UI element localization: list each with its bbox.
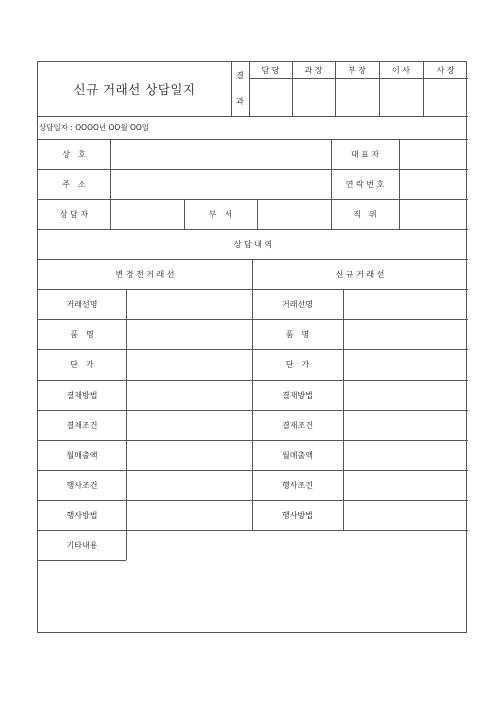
document-form xyxy=(37,61,467,633)
left-row-label: 결재조건 xyxy=(66,420,98,430)
contact-field[interactable] xyxy=(399,169,468,199)
left-row-value[interactable] xyxy=(126,349,252,380)
approval-role-director: 이 사 xyxy=(392,65,410,75)
approval-sign-box[interactable] xyxy=(249,78,292,116)
right-row-value[interactable] xyxy=(343,440,468,470)
left-row-value[interactable] xyxy=(126,289,252,319)
left-row-value[interactable] xyxy=(126,410,252,440)
right-row-label: 월매출액 xyxy=(282,450,313,460)
approval-sign-box[interactable] xyxy=(379,78,423,116)
left-row-label: 결재방법 xyxy=(66,390,98,400)
section-title: 상 담 내 역 xyxy=(233,239,273,249)
label-other-notes: 기타내용 xyxy=(66,540,98,550)
address-field[interactable] xyxy=(110,169,331,199)
right-row-label: 단 가 xyxy=(285,360,310,369)
consultation-date: 상담일자 : OOOO년 OO월 OO일 xyxy=(39,123,150,132)
right-row-label: 거래선명 xyxy=(282,299,313,309)
left-row-label: 거래선명 xyxy=(66,299,98,309)
representative-field[interactable] xyxy=(399,139,468,169)
position-field[interactable] xyxy=(399,199,468,229)
label-representative: 대 표 자 xyxy=(350,149,380,159)
right-row-value[interactable] xyxy=(343,289,468,319)
approval-label-bottom: 과 xyxy=(236,96,244,106)
other-notes-field[interactable] xyxy=(38,560,126,633)
label-position: 직 위 xyxy=(353,209,377,219)
label-department: 부 서 xyxy=(208,209,233,219)
column-header-new: 신 규 거 래 선 xyxy=(335,269,385,279)
left-row-label: 단 가 xyxy=(70,360,94,369)
left-row-value[interactable] xyxy=(126,470,252,500)
other-notes-field[interactable] xyxy=(126,530,468,633)
label-address: 주 소 xyxy=(62,179,86,189)
approval-role-dept-head: 부 장 xyxy=(348,65,366,75)
label-counselor: 상 담 자 xyxy=(59,209,89,219)
right-row-value[interactable] xyxy=(343,500,468,530)
approval-label-top: 결 xyxy=(236,70,244,80)
label-company: 상 호 xyxy=(62,149,86,159)
department-field[interactable] xyxy=(257,199,331,229)
left-row-value[interactable] xyxy=(126,500,252,530)
left-row-label: 행사조건 xyxy=(66,480,98,490)
right-row-label: 품 명 xyxy=(285,329,310,339)
right-row-value[interactable] xyxy=(343,470,468,500)
label-contact: 연 락 번 호 xyxy=(345,179,385,189)
approval-role-section-chief: 과 장 xyxy=(304,65,323,75)
left-row-value[interactable] xyxy=(126,380,252,410)
approval-role-manager: 담 당 xyxy=(261,65,280,75)
right-row-value[interactable] xyxy=(343,319,468,349)
left-row-value[interactable] xyxy=(126,440,252,470)
right-row-label: 결재조건 xyxy=(282,420,313,430)
right-row-value[interactable] xyxy=(343,349,468,380)
left-row-label: 월매출액 xyxy=(66,450,98,460)
approval-role-president: 사 장 xyxy=(436,65,455,75)
right-row-value[interactable] xyxy=(343,410,468,440)
column-header-before: 변 경 전 거 래 선 xyxy=(115,269,175,279)
approval-sign-box[interactable] xyxy=(335,78,379,116)
right-row-label: 행사조건 xyxy=(282,480,313,490)
company-field[interactable] xyxy=(110,139,331,169)
document-title: 신규 거래선 상담일지 xyxy=(73,82,196,97)
counselor-field[interactable] xyxy=(110,199,184,229)
left-row-label: 품 명 xyxy=(70,329,94,339)
approval-sign-box[interactable] xyxy=(423,78,468,116)
left-row-label: 행사방법 xyxy=(66,510,98,520)
approval-sign-box[interactable] xyxy=(292,78,335,116)
right-row-value[interactable] xyxy=(343,380,468,410)
left-row-value[interactable] xyxy=(126,319,252,349)
right-row-label: 결재방법 xyxy=(282,390,313,400)
right-row-label: 행사방법 xyxy=(282,510,313,520)
